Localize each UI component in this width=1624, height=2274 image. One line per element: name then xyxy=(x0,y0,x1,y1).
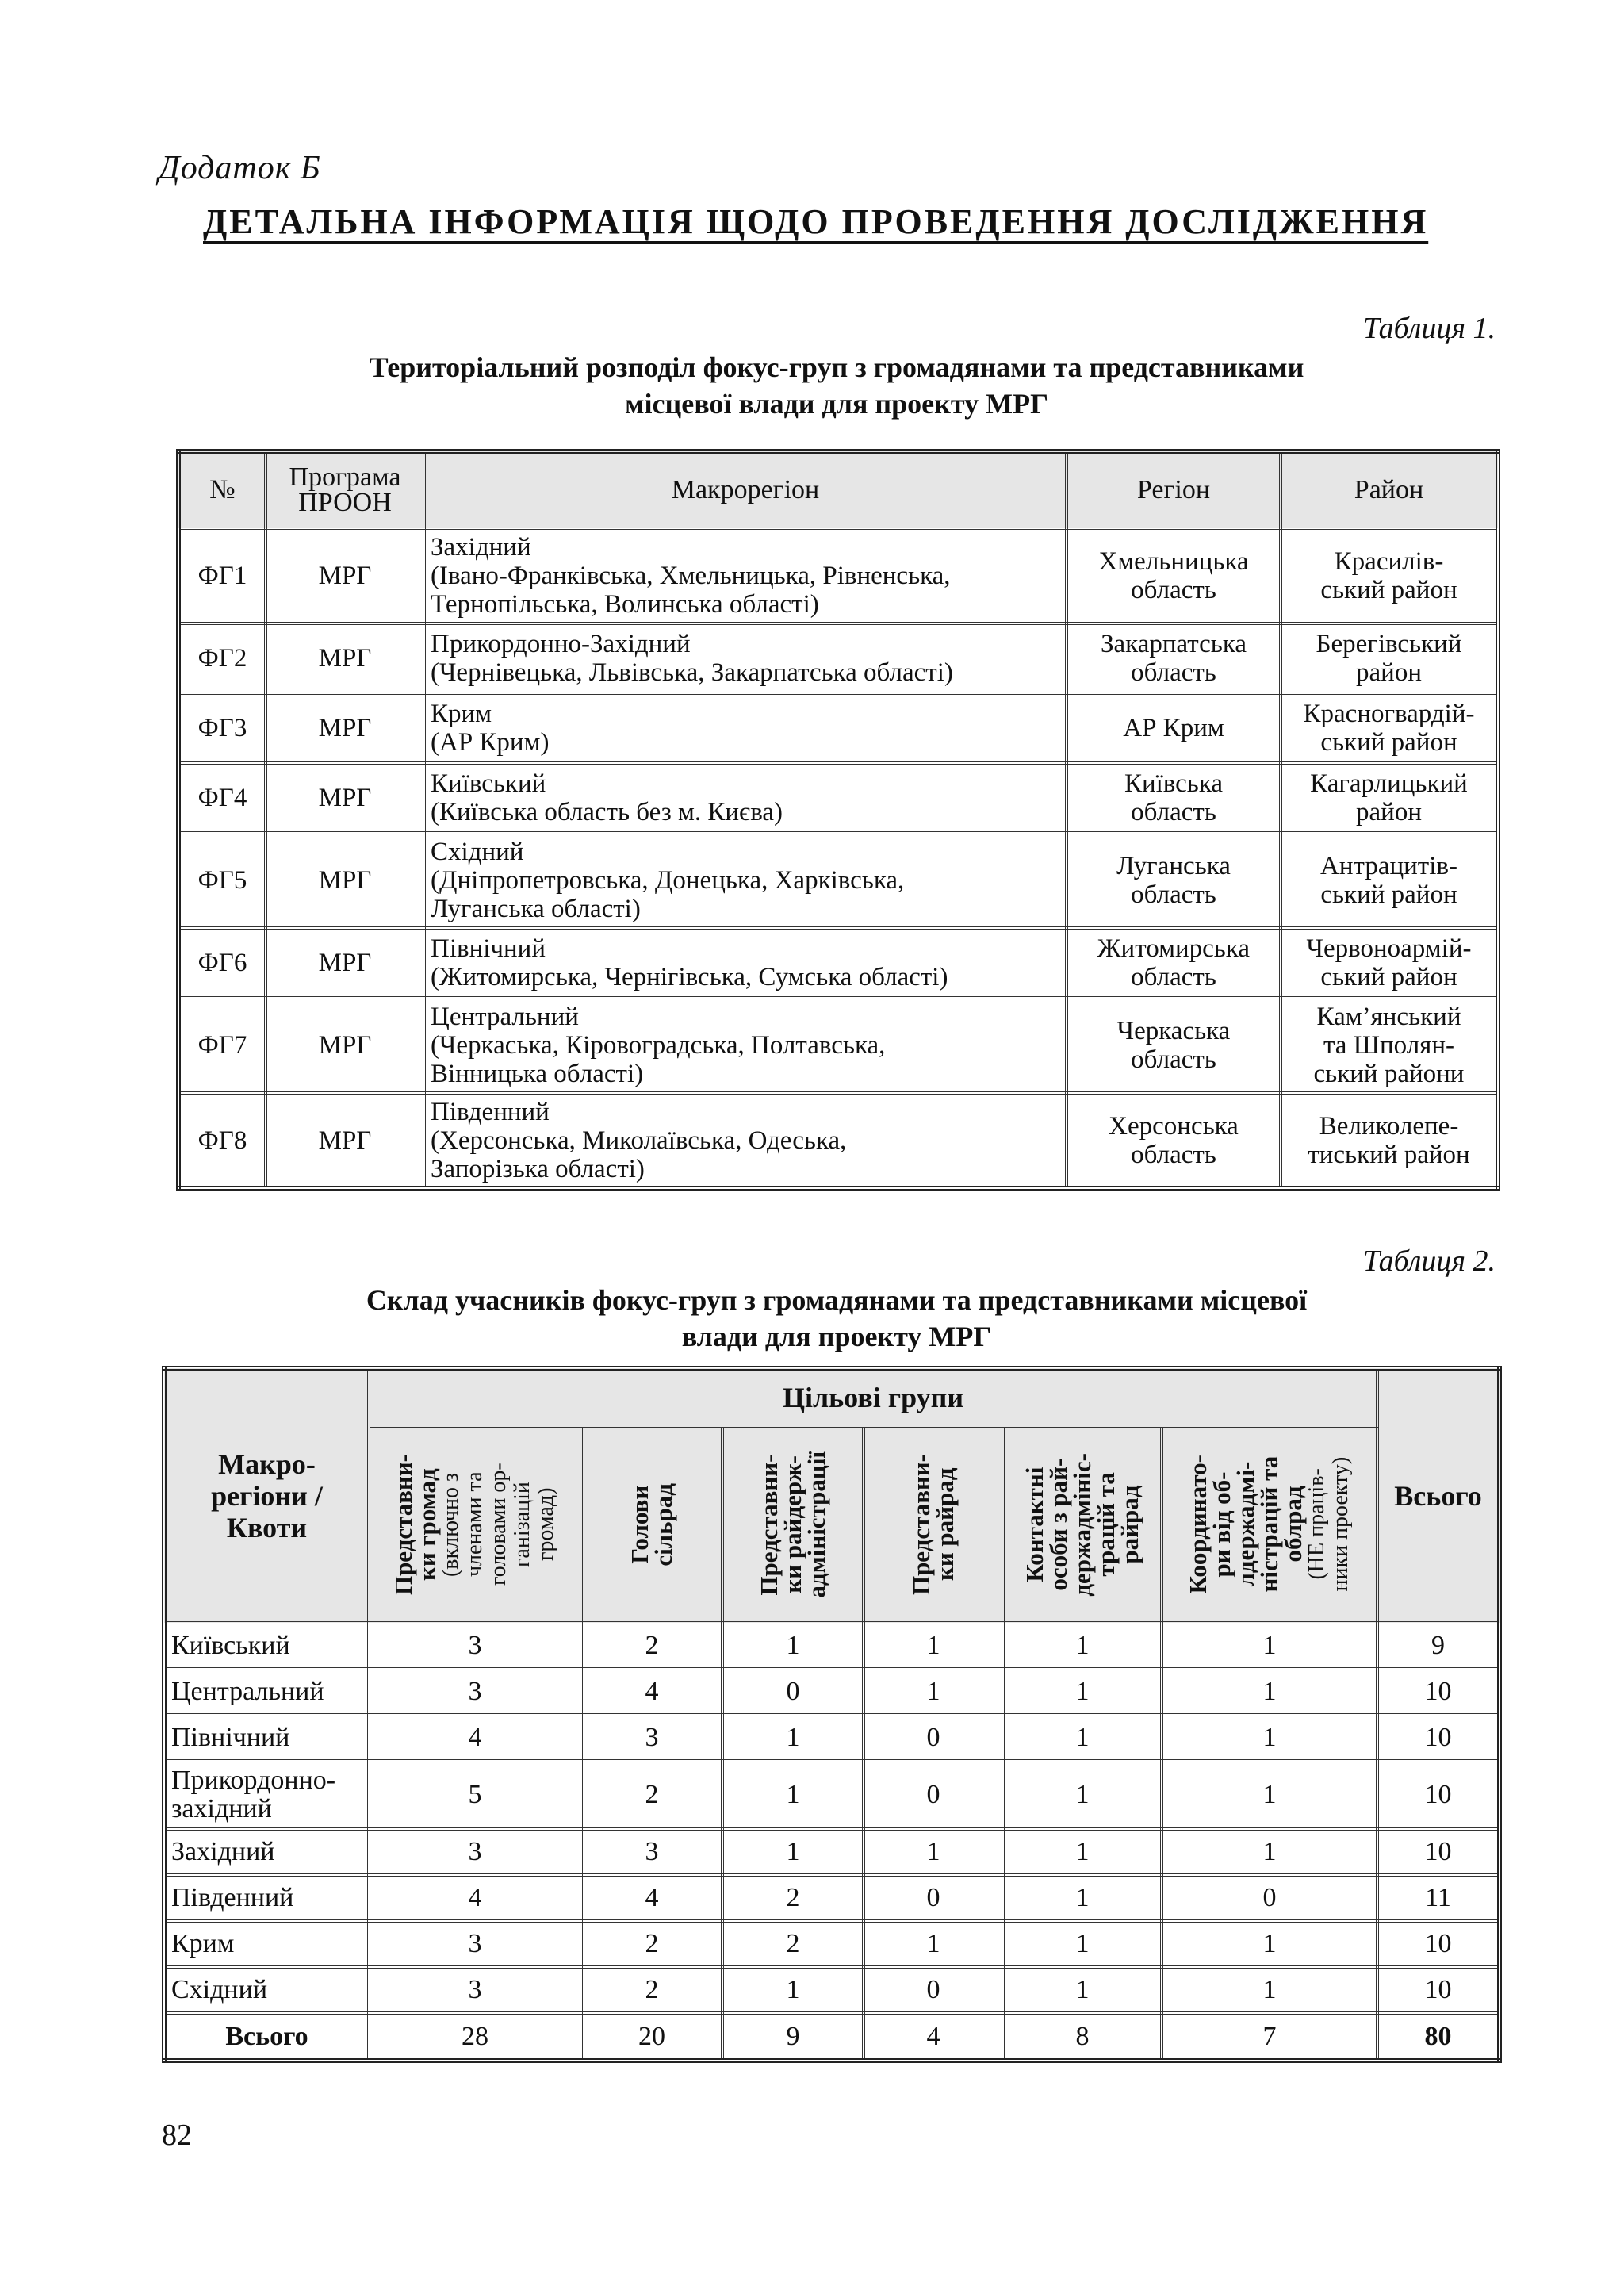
count-cell: 1 xyxy=(1003,1875,1162,1921)
count-cell: 3 xyxy=(581,1715,722,1761)
region-cell xyxy=(1067,1093,1281,1188)
district-cell xyxy=(1281,928,1498,998)
focus-group-id: ФГ1 xyxy=(178,528,266,623)
region-line: область xyxy=(1131,1140,1216,1169)
region-line: Черкаська xyxy=(1116,1017,1231,1045)
macroregion-cell xyxy=(424,998,1067,1093)
macroregion-cell xyxy=(424,1093,1067,1188)
count-cell: 0 xyxy=(864,1715,1003,1761)
region-line: Херсонська xyxy=(1109,1111,1239,1141)
district-cell xyxy=(1281,528,1498,623)
row-total-cell: 10 xyxy=(1377,1715,1500,1761)
target-group-header xyxy=(1003,1426,1162,1623)
macroregion-line: Східний xyxy=(431,838,524,866)
program-cell: МРГ xyxy=(266,763,424,833)
table-row xyxy=(178,763,1498,833)
macroregion-name-line: Прикордонно- xyxy=(171,1766,336,1795)
count-cell: 0 xyxy=(864,1967,1003,2013)
vertical-header-text xyxy=(628,1483,676,1566)
macroregion-cell xyxy=(424,833,1067,928)
column-total-cell: 28 xyxy=(369,2013,581,2061)
row-total-cell: 11 xyxy=(1377,1875,1500,1921)
count-cell: 4 xyxy=(369,1715,581,1761)
district-cell xyxy=(1281,763,1498,833)
macroregion-line: (АР Крим) xyxy=(431,728,550,757)
header-line-note: членами та xyxy=(462,1471,487,1578)
district-line: Берегівський xyxy=(1316,630,1462,658)
count-cell: 1 xyxy=(1003,1715,1162,1761)
count-cell: 1 xyxy=(1162,1715,1377,1761)
vertical-header-text xyxy=(389,1453,558,1596)
row-total-cell: 10 xyxy=(1377,1829,1500,1875)
column-total-cell: 8 xyxy=(1003,2013,1162,2061)
table1-caption-line: місцевої влади для проекту МРГ xyxy=(625,388,1048,420)
focus-group-id: ФГ4 xyxy=(178,763,266,833)
region-cell xyxy=(1067,693,1281,763)
macroregion-name-line: Південний xyxy=(171,1883,294,1912)
row-total-cell: 10 xyxy=(1377,1669,1500,1715)
macroregion-name-line: Центральний xyxy=(171,1677,324,1706)
region-cell xyxy=(1067,623,1281,693)
header-line: Макро- xyxy=(218,1448,316,1480)
header-line-bold: трацій та xyxy=(1092,1472,1120,1577)
count-cell: 0 xyxy=(722,1669,864,1715)
header-line-bold: сільрад xyxy=(649,1482,677,1566)
count-cell: 3 xyxy=(369,1829,581,1875)
count-cell: 1 xyxy=(864,1921,1003,1967)
grand-total-cell: 80 xyxy=(1377,2013,1500,2061)
macroregion-line: Тернопільська, Волинська області) xyxy=(431,590,819,619)
program-cell: МРГ xyxy=(266,833,424,928)
macroregion-name-line: західний xyxy=(171,1794,272,1823)
count-cell: 1 xyxy=(1162,1967,1377,2013)
macroregion-cell xyxy=(424,928,1067,998)
appendix-label: Додаток Б xyxy=(159,150,321,186)
district-line: тиський район xyxy=(1308,1140,1470,1169)
table1-label: Таблиця 1. xyxy=(1362,312,1496,345)
count-cell: 1 xyxy=(1162,1829,1377,1875)
page-title: ДЕТАЛЬНА ІНФОРМАЦІЯ ЩОДО ПРОВЕДЕННЯ ДОСЛІДЖЕННЯ xyxy=(203,202,1429,241)
macroregion-line: (Київська область без м. Києва) xyxy=(431,798,783,826)
count-cell: 1 xyxy=(1162,1623,1377,1669)
region-cell xyxy=(1067,928,1281,998)
region-line: область xyxy=(1131,798,1216,826)
table-row xyxy=(164,1623,1500,1669)
program-cell: МРГ xyxy=(266,528,424,623)
region-cell xyxy=(1067,528,1281,623)
district-cell xyxy=(1281,998,1498,1093)
target-group-header xyxy=(369,1426,581,1623)
total-row xyxy=(164,2013,1500,2061)
count-cell: 0 xyxy=(864,1761,1003,1829)
header-line-note: головами ор- xyxy=(486,1463,511,1586)
macroregion-name xyxy=(164,1829,369,1875)
region-line: область xyxy=(1131,880,1216,909)
table-row xyxy=(164,1715,1500,1761)
region-cell xyxy=(1067,833,1281,928)
count-cell: 1 xyxy=(1003,1829,1162,1875)
macroregion-line: Запорізька області) xyxy=(431,1154,645,1183)
row-total-cell: 10 xyxy=(1377,1967,1500,2013)
program-cell: МРГ xyxy=(266,998,424,1093)
header-line-bold: ки райдерж- xyxy=(779,1455,806,1593)
region-line: Київська xyxy=(1124,769,1224,798)
macroregion-line: Вінницька області) xyxy=(431,1060,644,1088)
macroregion-cell xyxy=(424,528,1067,623)
macroregion-name-line: Північний xyxy=(171,1723,290,1752)
macroregion-line: (Херсонська, Миколаївська, Одеська, xyxy=(431,1125,847,1155)
header-line-bold: ри від об- xyxy=(1208,1471,1236,1578)
vertical-header-text xyxy=(1186,1455,1353,1594)
header-program-line: ПРООН xyxy=(298,488,392,517)
macroregion-line: (Чернівецька, Львівська, Закарпатська області) xyxy=(431,658,953,687)
count-cell: 1 xyxy=(1003,1921,1162,1967)
header-region: Регіон xyxy=(1067,451,1281,528)
table-row xyxy=(178,623,1498,693)
table-row xyxy=(178,1093,1498,1188)
target-group-header xyxy=(722,1426,864,1623)
count-cell: 1 xyxy=(722,1829,864,1875)
vertical-header-text xyxy=(907,1453,959,1596)
count-cell: 1 xyxy=(864,1829,1003,1875)
column-total-cell: 9 xyxy=(722,2013,864,2061)
macroregion-name-line: Східний xyxy=(171,1975,268,2004)
macroregion-line: Західний xyxy=(431,533,531,562)
table2-body xyxy=(164,1623,1500,2061)
macroregion-cell xyxy=(424,623,1067,693)
count-cell: 0 xyxy=(864,1875,1003,1921)
count-cell: 1 xyxy=(1162,1921,1377,1967)
count-cell: 1 xyxy=(1003,1623,1162,1669)
region-line: Житомирська xyxy=(1097,934,1250,963)
header-district: Район xyxy=(1281,451,1498,528)
table-row xyxy=(164,1967,1500,2013)
district-line: та Шполян- xyxy=(1323,1031,1455,1060)
header-line-bold: Координато- xyxy=(1184,1455,1212,1594)
header-line: регіони / xyxy=(211,1480,323,1512)
header-target-groups: Цільові групи xyxy=(369,1368,1377,1426)
district-line: Антрацитів- xyxy=(1320,852,1457,880)
count-cell: 3 xyxy=(369,1623,581,1669)
count-cell: 1 xyxy=(1003,1967,1162,2013)
program-cell: МРГ xyxy=(266,623,424,693)
macroregion-line: (Івано-Франківська, Хмельницька, Рівненська, xyxy=(431,562,951,590)
header-program-line: Програма xyxy=(289,462,401,492)
count-cell: 1 xyxy=(1003,1669,1162,1715)
focus-groups-distribution-table xyxy=(176,449,1500,1191)
macroregion-name-line: Крим xyxy=(171,1929,235,1958)
header-line-bold: лдержадмі- xyxy=(1231,1462,1260,1587)
count-cell: 4 xyxy=(581,1875,722,1921)
count-cell: 4 xyxy=(369,1875,581,1921)
table-row xyxy=(164,1921,1500,1967)
district-line: ський район xyxy=(1320,963,1457,991)
program-cell: МРГ xyxy=(266,693,424,763)
count-cell: 5 xyxy=(369,1761,581,1829)
header-line-bold: ки райрад xyxy=(931,1467,959,1582)
row-total-cell: 9 xyxy=(1377,1623,1500,1669)
focus-group-id: ФГ6 xyxy=(178,928,266,998)
table-row xyxy=(164,1875,1500,1921)
table-row xyxy=(178,528,1498,623)
header-line-bold: Представни- xyxy=(389,1453,417,1596)
district-cell xyxy=(1281,1093,1498,1188)
header-line-bold: особи з рай- xyxy=(1044,1458,1072,1591)
header-number: № xyxy=(178,451,266,528)
header-line-note: ники проекту) xyxy=(1328,1457,1354,1592)
row-total-cell: 10 xyxy=(1377,1761,1500,1829)
table-row xyxy=(178,693,1498,763)
target-group-header xyxy=(1162,1426,1377,1623)
focus-group-id: ФГ5 xyxy=(178,833,266,928)
count-cell: 2 xyxy=(722,1921,864,1967)
total-label: Всього xyxy=(164,2013,369,2061)
district-line: Червоноармій- xyxy=(1306,934,1472,963)
count-cell: 3 xyxy=(369,1669,581,1715)
region-line: область xyxy=(1131,1045,1216,1074)
table-row xyxy=(178,928,1498,998)
table-header-row xyxy=(178,451,1498,528)
header-macroregion: Макрорегіон xyxy=(424,451,1067,528)
count-cell: 1 xyxy=(722,1761,864,1829)
macroregion-cell xyxy=(424,763,1067,833)
count-cell: 1 xyxy=(722,1715,864,1761)
table-row xyxy=(164,1669,1500,1715)
focus-group-id: ФГ7 xyxy=(178,998,266,1093)
macroregion-line: Центральний xyxy=(431,1003,579,1031)
macroregion-name xyxy=(164,1715,369,1761)
region-cell xyxy=(1067,998,1281,1093)
district-line: Кагарлицький xyxy=(1310,769,1468,798)
count-cell: 3 xyxy=(369,1967,581,2013)
district-line: Кам’янський xyxy=(1316,1003,1461,1031)
program-cell: МРГ xyxy=(266,1093,424,1188)
focus-groups-composition-table xyxy=(162,1366,1502,2063)
macroregion-line: (Житомирська, Чернігівська, Сумська області) xyxy=(431,963,948,991)
focus-group-id: ФГ8 xyxy=(178,1093,266,1188)
target-group-header xyxy=(581,1426,722,1623)
table2-caption-line: Склад учасників фокус-груп з громадянами та представниками місцевої xyxy=(366,1284,1308,1316)
count-cell: 2 xyxy=(581,1921,722,1967)
row-total-cell: 10 xyxy=(1377,1921,1500,1967)
region-line: Луганська xyxy=(1116,852,1231,880)
district-cell xyxy=(1281,833,1498,928)
header-line-bold: Представни- xyxy=(755,1453,783,1596)
table-header-row xyxy=(164,1368,1500,1426)
header-line-note: громад) xyxy=(534,1487,558,1562)
macroregion-name-line: Київський xyxy=(171,1631,290,1660)
header-line-bold: держадмініс- xyxy=(1068,1452,1096,1597)
count-cell: 1 xyxy=(864,1669,1003,1715)
district-line: Красногвардій- xyxy=(1303,700,1475,728)
page-number: 82 xyxy=(162,2119,192,2152)
district-line: ський район xyxy=(1320,728,1457,757)
macroregion-line: Крим xyxy=(431,700,492,728)
count-cell: 1 xyxy=(722,1967,864,2013)
focus-group-id: ФГ2 xyxy=(178,623,266,693)
vertical-header-text xyxy=(1023,1453,1142,1597)
district-line: район xyxy=(1356,798,1422,826)
header-line-bold: Контактні xyxy=(1021,1467,1048,1582)
header-line-bold: ки громад xyxy=(413,1468,441,1581)
macroregion-line: (Дніпропетровська, Донецька, Харківська, xyxy=(431,866,905,895)
header-line-bold: ністрацій та xyxy=(1255,1456,1284,1593)
table1-caption xyxy=(182,349,1491,422)
district-cell xyxy=(1281,623,1498,693)
region-line: область xyxy=(1131,576,1216,604)
count-cell: 0 xyxy=(1162,1875,1377,1921)
header-line-bold: райрад xyxy=(1116,1485,1143,1564)
header-macroregions-quotas xyxy=(164,1368,369,1623)
macroregion-line: (Черкаська, Кіровоградська, Полтавська, xyxy=(431,1031,886,1060)
region-cell xyxy=(1067,763,1281,833)
table-row xyxy=(164,1829,1500,1875)
macroregion-name xyxy=(164,1921,369,1967)
header-line-bold: Представни- xyxy=(907,1453,935,1596)
column-total-cell: 7 xyxy=(1162,2013,1377,2061)
count-cell: 1 xyxy=(1003,1761,1162,1829)
header-line-bold: адміністрації xyxy=(802,1451,830,1598)
macroregion-name xyxy=(164,1875,369,1921)
macroregion-line: Луганська області) xyxy=(431,895,641,923)
district-cell xyxy=(1281,693,1498,763)
macroregion-cell xyxy=(424,693,1067,763)
count-cell: 2 xyxy=(581,1623,722,1669)
table1-body xyxy=(178,528,1498,1188)
count-cell: 1 xyxy=(722,1623,864,1669)
count-cell: 2 xyxy=(581,1967,722,2013)
count-cell: 4 xyxy=(581,1669,722,1715)
macroregion-line: Прикордонно-Західний xyxy=(431,630,691,658)
macroregion-line: Північний xyxy=(431,934,546,963)
header-program xyxy=(266,451,424,528)
header-line-note: ганізацій xyxy=(510,1482,534,1567)
focus-group-id: ФГ3 xyxy=(178,693,266,763)
column-total-cell: 4 xyxy=(864,2013,1003,2061)
region-line: Хмельницька xyxy=(1098,547,1249,576)
target-group-header xyxy=(864,1426,1003,1623)
header-line: Квоти xyxy=(226,1512,308,1543)
table-row xyxy=(178,998,1498,1093)
region-line: АР Крим xyxy=(1123,714,1224,742)
macroregion-name xyxy=(164,1967,369,2013)
district-line: Красилів- xyxy=(1334,547,1444,576)
district-line: район xyxy=(1356,658,1422,687)
count-cell: 1 xyxy=(1162,1669,1377,1715)
table1-caption-line: Територіальний розподіл фокус-груп з громадянами та представниками xyxy=(369,351,1304,383)
table-row xyxy=(178,833,1498,928)
vertical-header-text xyxy=(757,1451,829,1598)
count-cell: 1 xyxy=(1162,1761,1377,1829)
macroregion-name xyxy=(164,1623,369,1669)
region-line: область xyxy=(1131,658,1216,687)
count-cell: 1 xyxy=(864,1623,1003,1669)
count-cell: 3 xyxy=(581,1829,722,1875)
table2-caption-line: влади для проекту МРГ xyxy=(681,1321,992,1352)
count-cell: 3 xyxy=(369,1921,581,1967)
table2-label: Таблиця 2. xyxy=(1362,1244,1496,1278)
district-line: ський район xyxy=(1320,576,1457,604)
district-line: ський район xyxy=(1320,880,1457,909)
region-line: область xyxy=(1131,963,1216,991)
header-line-note: (включно з xyxy=(439,1472,463,1577)
macroregion-line: Південний xyxy=(431,1097,550,1126)
header-line-note: (НЕ праців- xyxy=(1304,1468,1330,1581)
district-line: ський райони xyxy=(1313,1060,1465,1088)
header-total: Всього xyxy=(1377,1368,1500,1623)
table2-caption xyxy=(182,1282,1491,1355)
count-cell: 2 xyxy=(722,1875,864,1921)
macroregion-name-line: Західний xyxy=(171,1837,275,1866)
macroregion-name xyxy=(164,1669,369,1715)
macroregion-name xyxy=(164,1761,369,1829)
count-cell: 2 xyxy=(581,1761,722,1829)
region-line: Закарпатська xyxy=(1100,630,1247,658)
header-line-bold: Голови xyxy=(626,1485,653,1564)
header-line-bold: облрад xyxy=(1279,1486,1308,1563)
program-cell: МРГ xyxy=(266,928,424,998)
column-total-cell: 20 xyxy=(581,2013,722,2061)
macroregion-line: Київський xyxy=(431,769,546,798)
district-line: Великолепе- xyxy=(1319,1111,1459,1141)
table-row xyxy=(164,1761,1500,1829)
